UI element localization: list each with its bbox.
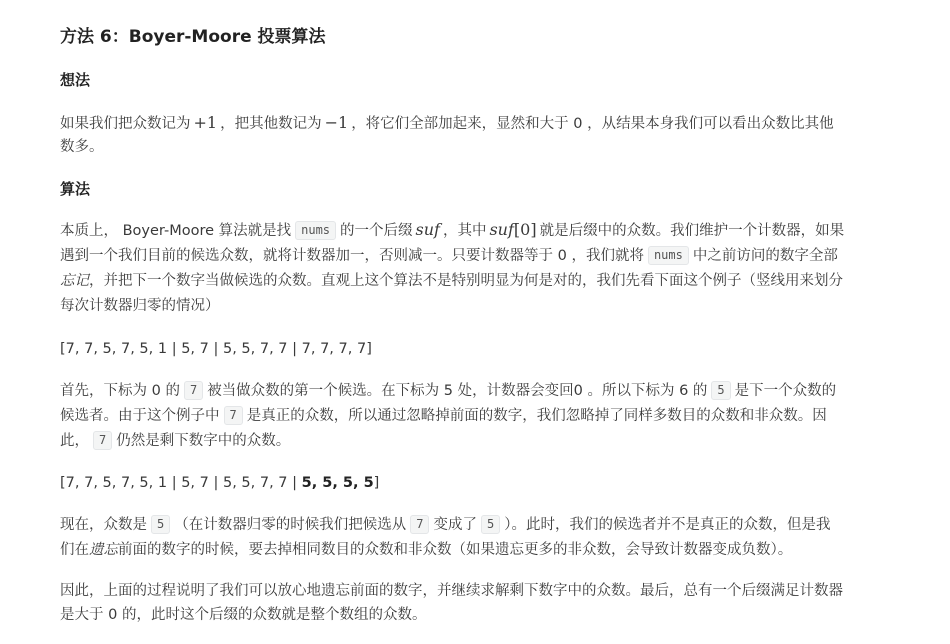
inline-code-5: 5 bbox=[151, 515, 170, 534]
text: 就是后缀中的众数。我们维护一个计数器，如果 bbox=[539, 223, 845, 239]
text: 现在，众数是 bbox=[60, 517, 147, 533]
inline-code-7: 7 bbox=[93, 431, 112, 450]
text: ，并把下一个数字当做候选的众数。直观上这个算法不是特别明显为何是对的，我们先看下面这个例子（竖线用来划分 bbox=[89, 273, 843, 289]
para2-line-1 bbox=[60, 380, 836, 402]
para2-line-3 bbox=[60, 430, 290, 452]
para2-line-2 bbox=[60, 405, 827, 427]
emphasis-forget: 遗忘 bbox=[89, 542, 118, 558]
text: 们在 bbox=[60, 542, 89, 558]
text: 首先，下标为 0 的 bbox=[60, 383, 180, 399]
para4-line-2: 是大于 0 的，此时这个后缀的众数就是整个数组的众数。 bbox=[60, 607, 427, 623]
text: 被当做众数的第一个候选。在下标为 5 处，计数器会变回0 。所以下标为 6 的 bbox=[207, 383, 708, 399]
text: ，把其他数记为 bbox=[220, 116, 322, 132]
inline-code-5: 5 bbox=[711, 381, 730, 400]
text: 是真正的众数，所以通过忽略掉前面的数字，我们忽略掉了同样多数目的众数和非众数。因 bbox=[246, 408, 827, 424]
math-plus-one: +1 bbox=[193, 113, 218, 132]
heading-algorithm: 算法 bbox=[60, 180, 91, 198]
bold-values: 5, 5, 5, 5 bbox=[301, 475, 374, 491]
inline-code-7: 7 bbox=[410, 515, 429, 534]
inline-code-7: 7 bbox=[184, 381, 203, 400]
algo-line-2 bbox=[60, 245, 838, 267]
text: （在计数器归零的时候我们把候选从 bbox=[174, 517, 407, 533]
algo-line-3 bbox=[60, 270, 843, 292]
text: 变成了 bbox=[433, 517, 477, 533]
math-var: suf bbox=[415, 220, 440, 239]
text: 遇到一个我们目前的候选众数，就将计数器加一，否则减一。只要计数器等于 0 ，我们就将 bbox=[60, 248, 644, 264]
para4-line-1: 因此，上面的过程说明了我们可以放心地遗忘前面的数字，并继续求解剩下数字中的众数。最后，总有一个后缀满足计数器 bbox=[60, 583, 843, 599]
example-array-2 bbox=[60, 472, 379, 494]
text: ] bbox=[373, 475, 380, 491]
math-index: [0] bbox=[513, 220, 537, 239]
math-suf-0 bbox=[489, 220, 536, 239]
algo-line-4: 每次计数器归零的情况） bbox=[60, 298, 220, 314]
text: 如果我们把众数记为 bbox=[60, 116, 191, 132]
math-var: suf bbox=[489, 220, 514, 239]
inline-code-7: 7 bbox=[224, 406, 243, 425]
text: 候选者。由于这个例子中 bbox=[60, 408, 220, 424]
text: 仍然是剩下数字中的众数。 bbox=[116, 433, 291, 449]
text: ）。此时，我们的候选者并不是真正的众数，但是我 bbox=[504, 517, 831, 533]
heading-idea: 想法 bbox=[60, 71, 91, 89]
section-title: 方法 6：Boyer-Moore 投票算法 bbox=[60, 27, 326, 47]
algo-line-1 bbox=[60, 219, 844, 242]
text: ，其中 bbox=[442, 223, 487, 239]
text: 此， bbox=[60, 433, 89, 449]
text: 是下一个众数的 bbox=[734, 383, 837, 399]
text: 的一个后缀 bbox=[340, 223, 413, 239]
inline-code-nums: nums bbox=[648, 246, 689, 265]
inline-code-nums: nums bbox=[295, 221, 336, 240]
text: 前面的数字的时候，要去掉相同数目的众数和非众数（如果遗忘更多的非众数，会导致计数器变成负数）。 bbox=[118, 542, 793, 558]
example-array-1: [7, 7, 5, 7, 5, 1 | 5, 7 | 5, 5, 7, 7 | 7, 7, 7, 7] bbox=[60, 341, 372, 357]
text: [7, 7, 5, 7, 5, 1 | 5, 7 | 5, 5, 7, 7 | bbox=[60, 475, 302, 491]
text: ，将它们全部加起来，显然和大于 0 ，从结果本身我们可以看出众数比其他 bbox=[351, 116, 834, 132]
idea-line-2: 数多。 bbox=[60, 139, 104, 155]
emphasis-forget: 忘记 bbox=[60, 273, 89, 289]
inline-code-5: 5 bbox=[481, 515, 500, 534]
para3-line-1 bbox=[60, 514, 830, 536]
math-suf bbox=[416, 220, 440, 239]
para3-line-2 bbox=[60, 539, 792, 561]
text: 中之前访问的数字全部 bbox=[692, 248, 838, 264]
math-minus-one: −1 bbox=[324, 113, 349, 132]
idea-line-1 bbox=[60, 112, 834, 135]
text: 本质上， Boyer-Moore 算法就是找 bbox=[60, 223, 292, 239]
